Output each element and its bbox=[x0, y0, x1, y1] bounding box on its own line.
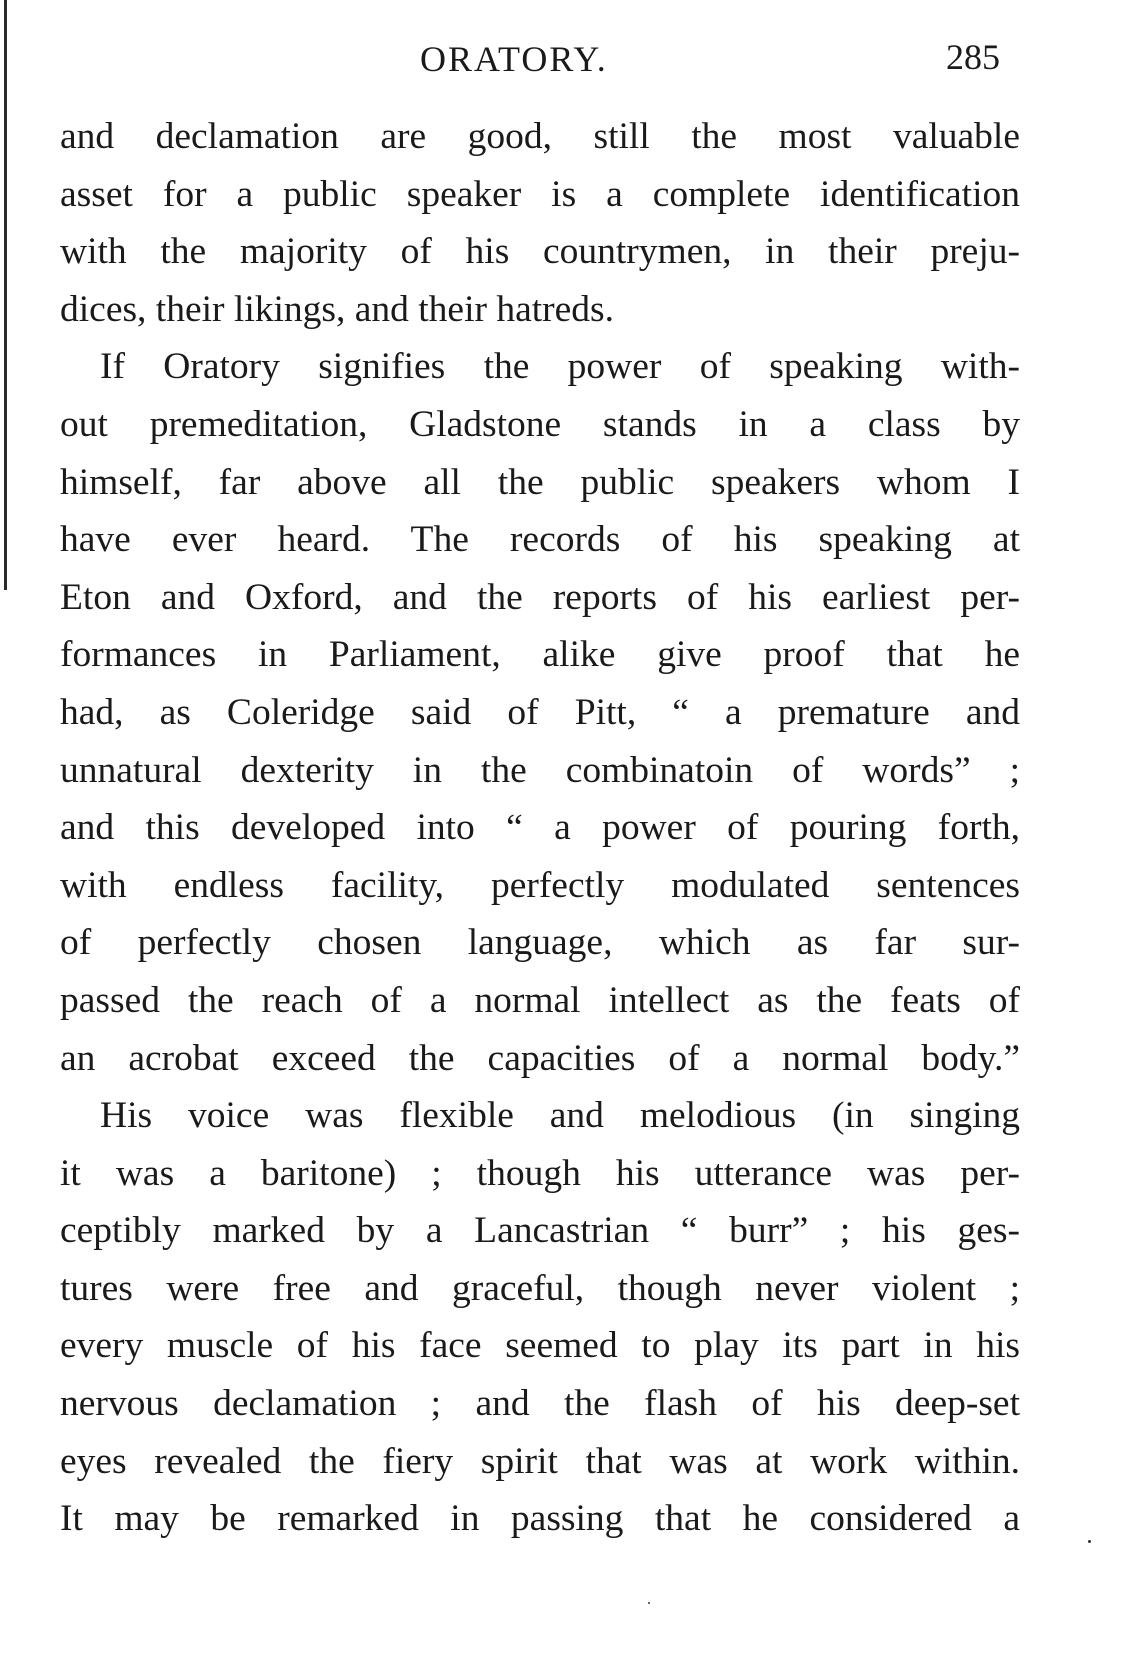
text-line: His voice was flexible and melodious (in singing bbox=[100, 1095, 1020, 1137]
text-line: it was a baritone) ; though his utterance was per- bbox=[60, 1152, 1020, 1194]
text-line: of perfectly chosen language, which as far sur- bbox=[60, 922, 1020, 964]
text-body bbox=[60, 108, 1020, 1548]
text-line: asset for a public speaker is a complete identification bbox=[60, 173, 1020, 215]
text-line: dices, their likings, and their hatreds. bbox=[60, 288, 615, 330]
text-line: and this developed into “ a power of pouring forth, bbox=[60, 807, 1020, 849]
text-line: formances in Parliament, alike give proof that he bbox=[60, 634, 1020, 676]
text-line: ceptibly marked by a Lancastrian “ burr” ; his ges- bbox=[60, 1210, 1020, 1252]
text-line: and declamation are good, still the most valuable bbox=[60, 116, 1020, 157]
scan-speck bbox=[648, 1602, 650, 1604]
text-line: every muscle of his face seemed to play its part in his bbox=[60, 1325, 1020, 1367]
paragraph-3 bbox=[60, 1087, 1020, 1548]
text-line: have ever heard. The records of his speaking at bbox=[60, 519, 1020, 561]
text-line: with endless facility, perfectly modulated sentences bbox=[60, 864, 1020, 906]
page-header bbox=[60, 30, 1020, 90]
paragraph-2 bbox=[60, 338, 1020, 1087]
text-line: had, as Coleridge said of Pitt, “ a premature and bbox=[60, 691, 1020, 733]
text-line: passed the reach of a normal intellect as the feats of bbox=[60, 979, 1020, 1021]
text-line: If Oratory signifies the power of speaking with- bbox=[100, 346, 1020, 388]
text-line: an acrobat exceed the capacities of a normal body.” bbox=[60, 1037, 1020, 1079]
text-line: unnatural dexterity in the combinatoin of words” ; bbox=[60, 749, 1020, 791]
text-line: out premeditation, Gladstone stands in a class by bbox=[60, 403, 1020, 445]
text-line: It may be remarked in passing that he considered a bbox=[60, 1498, 1020, 1540]
scan-speck bbox=[1088, 1540, 1091, 1543]
text-line: with the majority of his countrymen, in their preju- bbox=[60, 231, 1020, 273]
text-line: nervous declamation ; and the flash of his deep-set bbox=[60, 1383, 1020, 1425]
paragraph-1 bbox=[60, 108, 1020, 338]
text-line: eyes revealed the fiery spirit that was at work within. bbox=[60, 1440, 1020, 1482]
scan-edge-line bbox=[4, 0, 7, 590]
text-line: tures were free and graceful, though never violent ; bbox=[60, 1267, 1020, 1309]
page-number: 285 bbox=[946, 37, 1000, 77]
text-line: Eton and Oxford, and the reports of his earliest per- bbox=[60, 576, 1020, 618]
running-head: ORATORY. bbox=[420, 39, 608, 79]
text-line: himself, far above all the public speakers whom I bbox=[60, 461, 1020, 503]
